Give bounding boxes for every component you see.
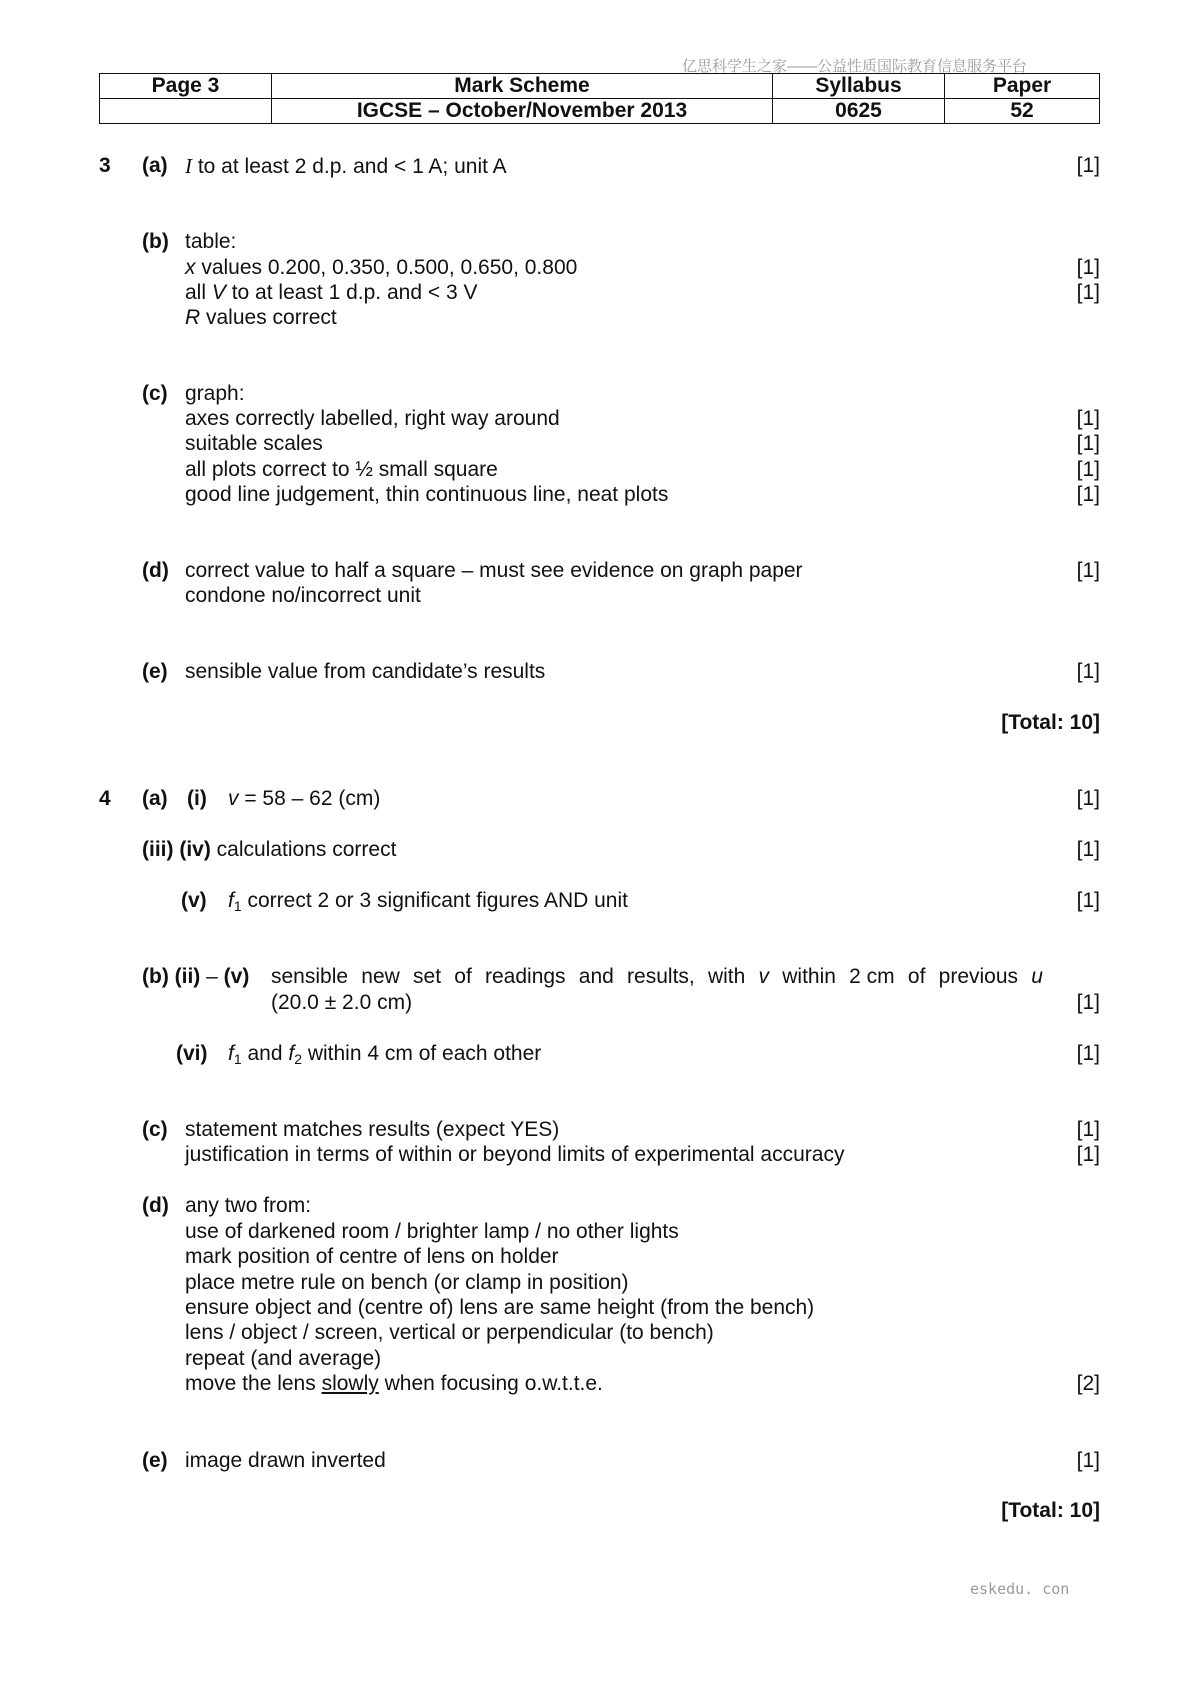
var-f: f: [288, 1042, 295, 1065]
mark-line: [185, 305, 337, 331]
mark-line: place metre rule on bench (or clamp in position): [185, 1271, 629, 1294]
mark-line: axes correctly labelled, right way around: [185, 407, 560, 430]
header-paper: Paper: [945, 74, 1100, 99]
mark-line: correct value to half a square – must see evidence on graph paper: [185, 559, 803, 582]
part-label: (c): [142, 382, 168, 405]
word: previous: [938, 965, 1019, 988]
word: new: [361, 965, 400, 988]
var-f: f: [228, 889, 234, 912]
mark-value: [1]: [1076, 660, 1100, 683]
header-mark-scheme: Mark Scheme: [272, 74, 773, 99]
mark-value: [1]: [1076, 154, 1100, 177]
part-label: (c): [142, 1118, 168, 1141]
mark-line: lens / object / screen, vertical or perpendicular (to bench): [185, 1321, 714, 1344]
var-u: u: [1031, 965, 1043, 988]
part-label: (d): [142, 1194, 169, 1217]
mark-value: [1]: [1076, 483, 1100, 506]
part-label: (b): [142, 230, 169, 253]
line-text: values correct: [200, 306, 337, 329]
var-f: f: [228, 1042, 234, 1065]
mark-value: [1]: [1076, 1118, 1100, 1141]
mark-value: [1]: [1076, 1042, 1100, 1065]
mark-line: (20.0 ± 2.0 cm): [271, 991, 413, 1014]
subpart-label: (b) (ii): [142, 965, 201, 988]
var-v: v: [228, 787, 239, 810]
word: set: [413, 965, 442, 988]
header-page-value: [100, 99, 272, 124]
line-text: within 4 cm of each other: [302, 1042, 542, 1065]
line-text: move the lens: [185, 1372, 322, 1395]
word: of: [454, 965, 472, 988]
mark-line: use of darkened room / brighter lamp / no other lights: [185, 1220, 679, 1243]
underlined-word: slowly: [321, 1372, 379, 1395]
mark-value: [1]: [1076, 559, 1100, 582]
var-x: x: [185, 256, 196, 279]
mark-value: [1]: [1076, 458, 1100, 481]
total-marks: [Total: 10]: [1001, 711, 1100, 734]
mark-line: suitable scales: [185, 432, 323, 455]
mark-value: [1]: [1076, 787, 1100, 810]
line-text: when focusing o.w.t.t.e.: [378, 1372, 603, 1395]
line-text: and: [241, 1042, 289, 1065]
subscript: 2: [294, 1051, 302, 1067]
mark-line: [185, 280, 477, 306]
mark-line: good line judgement, thin continuous line, neat plots: [185, 483, 669, 506]
word: results,: [627, 965, 695, 988]
word: readings: [485, 965, 566, 988]
mark-line: [228, 786, 380, 812]
header-table: [99, 73, 1100, 124]
word: within: [782, 965, 836, 988]
watermark-bottom: eskedu. con: [970, 1580, 1070, 1598]
mark-line: [228, 1041, 541, 1067]
part-label: (e): [142, 1449, 168, 1472]
word: 2 cm: [849, 965, 895, 988]
line-text: all: [185, 281, 212, 304]
word: and: [578, 965, 614, 988]
question-number: 4: [99, 787, 111, 810]
subpart-label: (iii) (iv): [142, 838, 211, 861]
line-text: calculations correct: [210, 838, 397, 861]
mark-value: [1]: [1076, 432, 1100, 455]
part-label: (a): [142, 154, 168, 177]
mark-line: [142, 964, 249, 990]
mark-line: [228, 888, 628, 914]
mark-value: [1]: [1076, 838, 1100, 861]
subscript: 1: [233, 1051, 242, 1067]
mark-line: [271, 964, 1043, 990]
mark-value: [1]: [1076, 889, 1100, 912]
line-text: = 58 – 62 (cm): [238, 787, 381, 810]
mark-line: [185, 255, 577, 281]
mark-line: [142, 837, 396, 863]
mark-line: any two from:: [185, 1194, 312, 1217]
mark-line: [185, 153, 507, 180]
mark-line: graph:: [185, 382, 245, 405]
line-text: correct 2 or 3 significant figures AND unit: [241, 889, 628, 912]
header-exam-session: IGCSE – October/November 2013: [272, 99, 773, 124]
var-v: v: [758, 965, 770, 988]
mark-value: [1]: [1076, 281, 1100, 304]
mark-value: [1]: [1076, 991, 1100, 1014]
subpart-label: (i): [187, 787, 207, 810]
header-syllabus-code: 0625: [773, 99, 945, 124]
line-text: to at least 1 d.p. and < 3 V: [225, 281, 478, 304]
subscript: 1: [233, 898, 242, 914]
word: with: [707, 965, 746, 988]
mark-value: [1]: [1076, 1143, 1100, 1166]
mark-line: ensure object and (centre of) lens are same height (from the bench): [185, 1296, 815, 1319]
header-page: Page 3: [100, 74, 272, 99]
part-label: (d): [142, 559, 169, 582]
var-v: V: [211, 281, 226, 304]
mark-value: [1]: [1076, 1449, 1100, 1472]
mark-line: statement matches results (expect YES): [185, 1118, 560, 1141]
header-syllabus: Syllabus: [773, 74, 945, 99]
mark-value: [1]: [1076, 407, 1100, 430]
part-label: (a): [142, 787, 168, 810]
header-paper-number: 52: [945, 99, 1100, 124]
total-marks: [Total: 10]: [1001, 1499, 1100, 1522]
word: of: [907, 965, 926, 988]
mark-line: image drawn inverted: [185, 1449, 386, 1472]
line-text: –: [200, 965, 224, 988]
mark-value: [2]: [1076, 1372, 1100, 1395]
var-i: I: [185, 154, 192, 178]
mark-line: justification in terms of within or beyond limits of experimental accuracy: [185, 1143, 845, 1166]
watermark-top: 亿思科学生之家——公益性质国际教育信息服务平台: [682, 58, 1028, 75]
question-number: 3: [99, 154, 111, 177]
line-text: to at least 2 d.p. and < 1 A; unit A: [192, 155, 507, 178]
var-r: R: [185, 306, 201, 329]
subpart-label: (vi): [176, 1042, 208, 1065]
subpart-label: (v): [223, 965, 250, 988]
line-text: values 0.200, 0.350, 0.500, 0.650, 0.800: [195, 256, 578, 279]
mark-line: repeat (and average): [185, 1347, 382, 1370]
part-label: (e): [142, 660, 168, 683]
mark-value: [1]: [1076, 256, 1100, 279]
word: sensible: [271, 965, 349, 988]
mark-line: [185, 1371, 603, 1397]
mark-line: condone no/incorrect unit: [185, 584, 421, 607]
mark-line: mark position of centre of lens on holder: [185, 1245, 559, 1268]
mark-line: all plots correct to ½ small square: [185, 458, 498, 481]
mark-line: table:: [185, 230, 237, 253]
subpart-label: (v): [181, 889, 207, 912]
mark-line: sensible value from candidate’s results: [185, 660, 546, 683]
